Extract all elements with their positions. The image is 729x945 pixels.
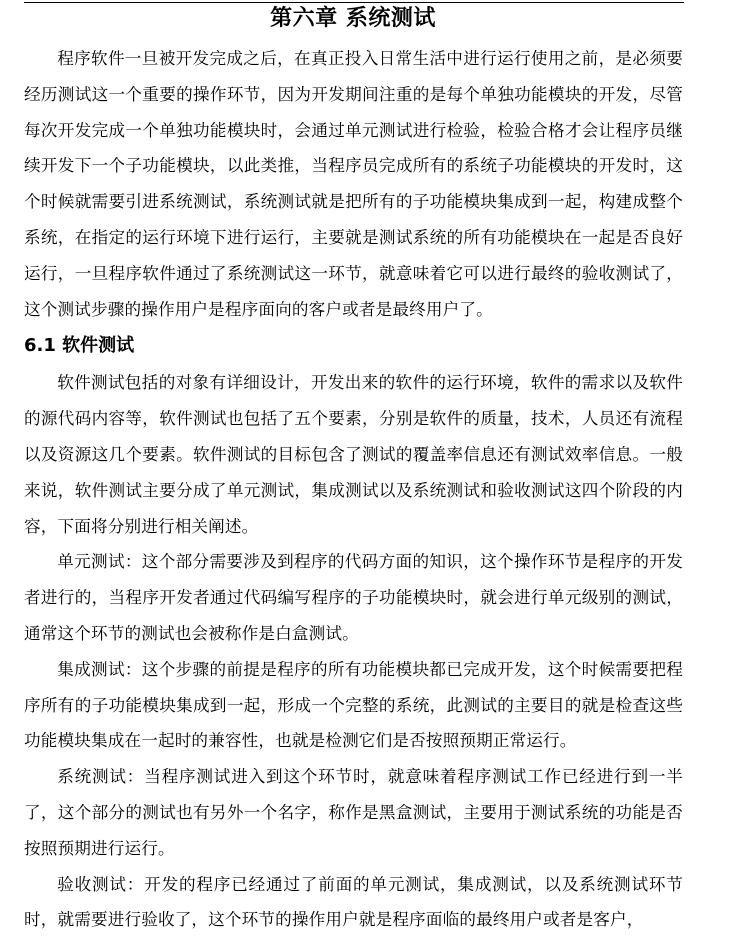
- section-paragraph-integration-testing: 集成测试：这个步骤的前提是程序的所有功能模块都已完成开发，这个时候需要把程序所有的子功能模块集成到一起，形成一个完整的系统，此测试的主要目的就是检查这些功能模块集成在一起时的兼容性，也就是检测它们是否按照预期正常运行。: [24, 659, 683, 751]
- section-paragraph-overview: 软件测试包括的对象有详细设计，开发出来的软件的运行环境，软件的需求以及软件的源代码内容等，软件测试也包括了五个要素，分别是软件的质量，技术，人员还有流程以及资源这几个要素。软件测试的目标包含了测试的覆盖率信息还有测试效率信息。一般来说，软件测试主要分成了单元测试，集成测试以及系统测试和验收测试这四个阶段的内容，下面将分别进行相关阐述。: [24, 373, 683, 536]
- header-rule: [24, 2, 684, 3]
- section-paragraph-unit-testing: 单元测试：这个部分需要涉及到程序的代码方面的知识，这个操作环节是程序的开发者进行的，当程序开发者通过代码编写程序的子功能模块时，就会进行单元级别的测试，通常这个环节的测试也会被称作是白盒测试。: [24, 552, 683, 643]
- document-body: [24, 41, 683, 938]
- chapter-intro-paragraph: 程序软件一旦被开发完成之后，在真正投入日常生活中进行运行使用之前，是必须要经历测试这一个重要的操作环节，因为开发期间注重的是每个单独功能模块的开发，尽管每次开发完成一个单独功能模块时，会通过单元测试进行检验，检验合格才会让程序员继续开发下一个子功能模块，以此类推，当程序员完成所有的系统子功能模块的开发时，这个时候就需要引进系统测试，系统测试就是把所有的子功能模块集成到一起，构建成整个系统，在指定的运行环境下进行运行，主要就是测试系统的所有功能模块在一起是否良好运行，一旦程序软件通过了系统测试这一环节，就意味着它可以进行最终的验收测试了，这个测试步骤的操作用户是程序面向的客户或者是最终用户了。: [24, 49, 683, 319]
- section-paragraph-system-testing: 系统测试：当程序测试进入到这个环节时，就意味着程序测试工作已经进行到一半了，这个部分的测试也有另外一个名字，称作是黑盒测试，主要用于测试系统的功能是否按照预期进行运行。: [24, 767, 683, 858]
- chapter-title: 第六章 系统测试: [270, 6, 436, 31]
- section-paragraph-acceptance-testing: 验收测试：开发的程序已经通过了前面的单元测试，集成测试，以及系统测试环节时，就需要进行验收了，这个环节的操作用户就是程序面临的最终用户或者是客户，: [24, 874, 683, 930]
- section-heading: 6.1 软件测试: [24, 335, 135, 357]
